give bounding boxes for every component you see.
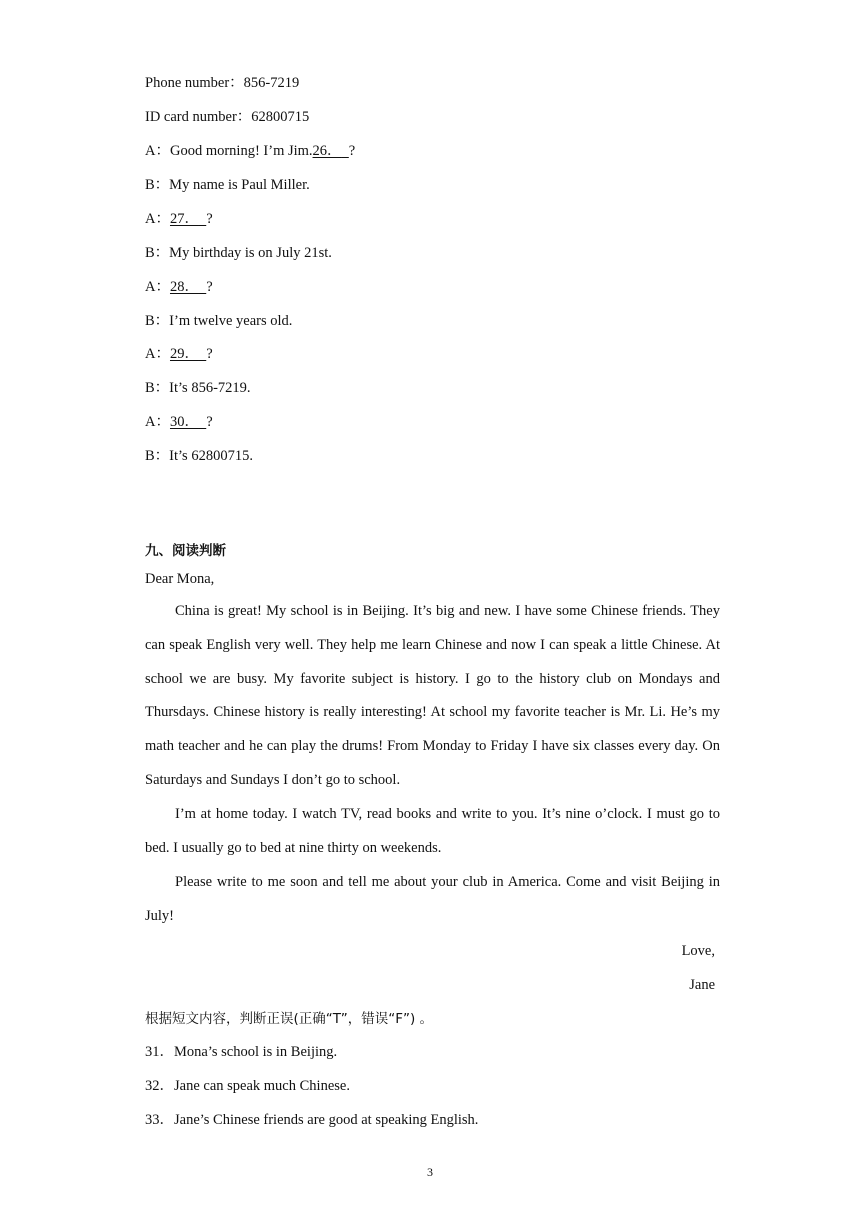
answer-blank-29[interactable]: 29． [169, 346, 199, 362]
section-title: 九、阅读判断 [145, 543, 226, 559]
question-31: 31．Mona’s school is in Beijing. [145, 1044, 338, 1060]
letter-closing: Love, [681, 943, 715, 959]
letter-paragraph-3: Please write to me soon and tell me about your club in America. Come and visit Beijing in July! [145, 874, 720, 924]
letter-signature: Jane [689, 977, 715, 993]
instruction-text: 根据短文内容，判断正误(正确“T”，错误“F”) 。 [145, 1011, 434, 1027]
dialogue-line-7: A：29． ? [145, 346, 213, 362]
answer-blank-28[interactable]: 28． [169, 279, 199, 295]
page-number: 3 [427, 1165, 433, 1179]
dialogue-line-1: A：Good morning! I’m Jim.26． ? [145, 143, 356, 159]
dialogue-line-5: A：28． ? [145, 279, 213, 295]
dialogue-line-6: B：I’m twelve years old. [145, 313, 293, 329]
answer-blank-27[interactable]: 27． [169, 211, 199, 227]
answer-blank-26[interactable]: 26． [312, 143, 342, 159]
phone-number-line: Phone number：856-7219 [145, 75, 300, 91]
dialogue-line-9: A：30． ? [145, 414, 213, 430]
question-33: 33．Jane’s Chinese friends are good at speaking English. [145, 1112, 479, 1128]
letter-paragraph-1: China is great! My school is in Beijing. It’s big and new. I have some Chinese friends. They can speak English very well. They help me learn Chinese and now I can speak a little Chinese. At school we are busy. My favorite subject is history. I go to the history club on Mondays and Thursdays. Chinese history is really interesting! At school my favorite teacher is Mr. Li. He’s my math teacher and he can play the drums! From Monday to Friday I have six classes every day. On Saturdays and Sundays I don’t go to school. [145, 603, 720, 788]
dialogue-line-2: B：My name is Paul Miller. [145, 177, 310, 193]
dialogue-line-10: B：It’s 62800715. [145, 448, 253, 464]
letter-paragraph-2: I’m at home today. I watch TV, read books and write to you. It’s nine o’clock. I must go to bed. I usually go to bed at nine thirty on weekends. [145, 806, 720, 856]
answer-blank-30[interactable]: 30． [169, 414, 199, 430]
id-card-line: ID card number：62800715 [145, 109, 310, 125]
dialogue-line-8: B：It’s 856-7219. [145, 380, 251, 396]
letter-greeting: Dear Mona, [145, 571, 215, 587]
question-32: 32．Jane can speak much Chinese. [145, 1078, 350, 1094]
dialogue-line-3: A：27． ? [145, 211, 213, 227]
dialogue-line-4: B：My birthday is on July 21st. [145, 245, 332, 261]
